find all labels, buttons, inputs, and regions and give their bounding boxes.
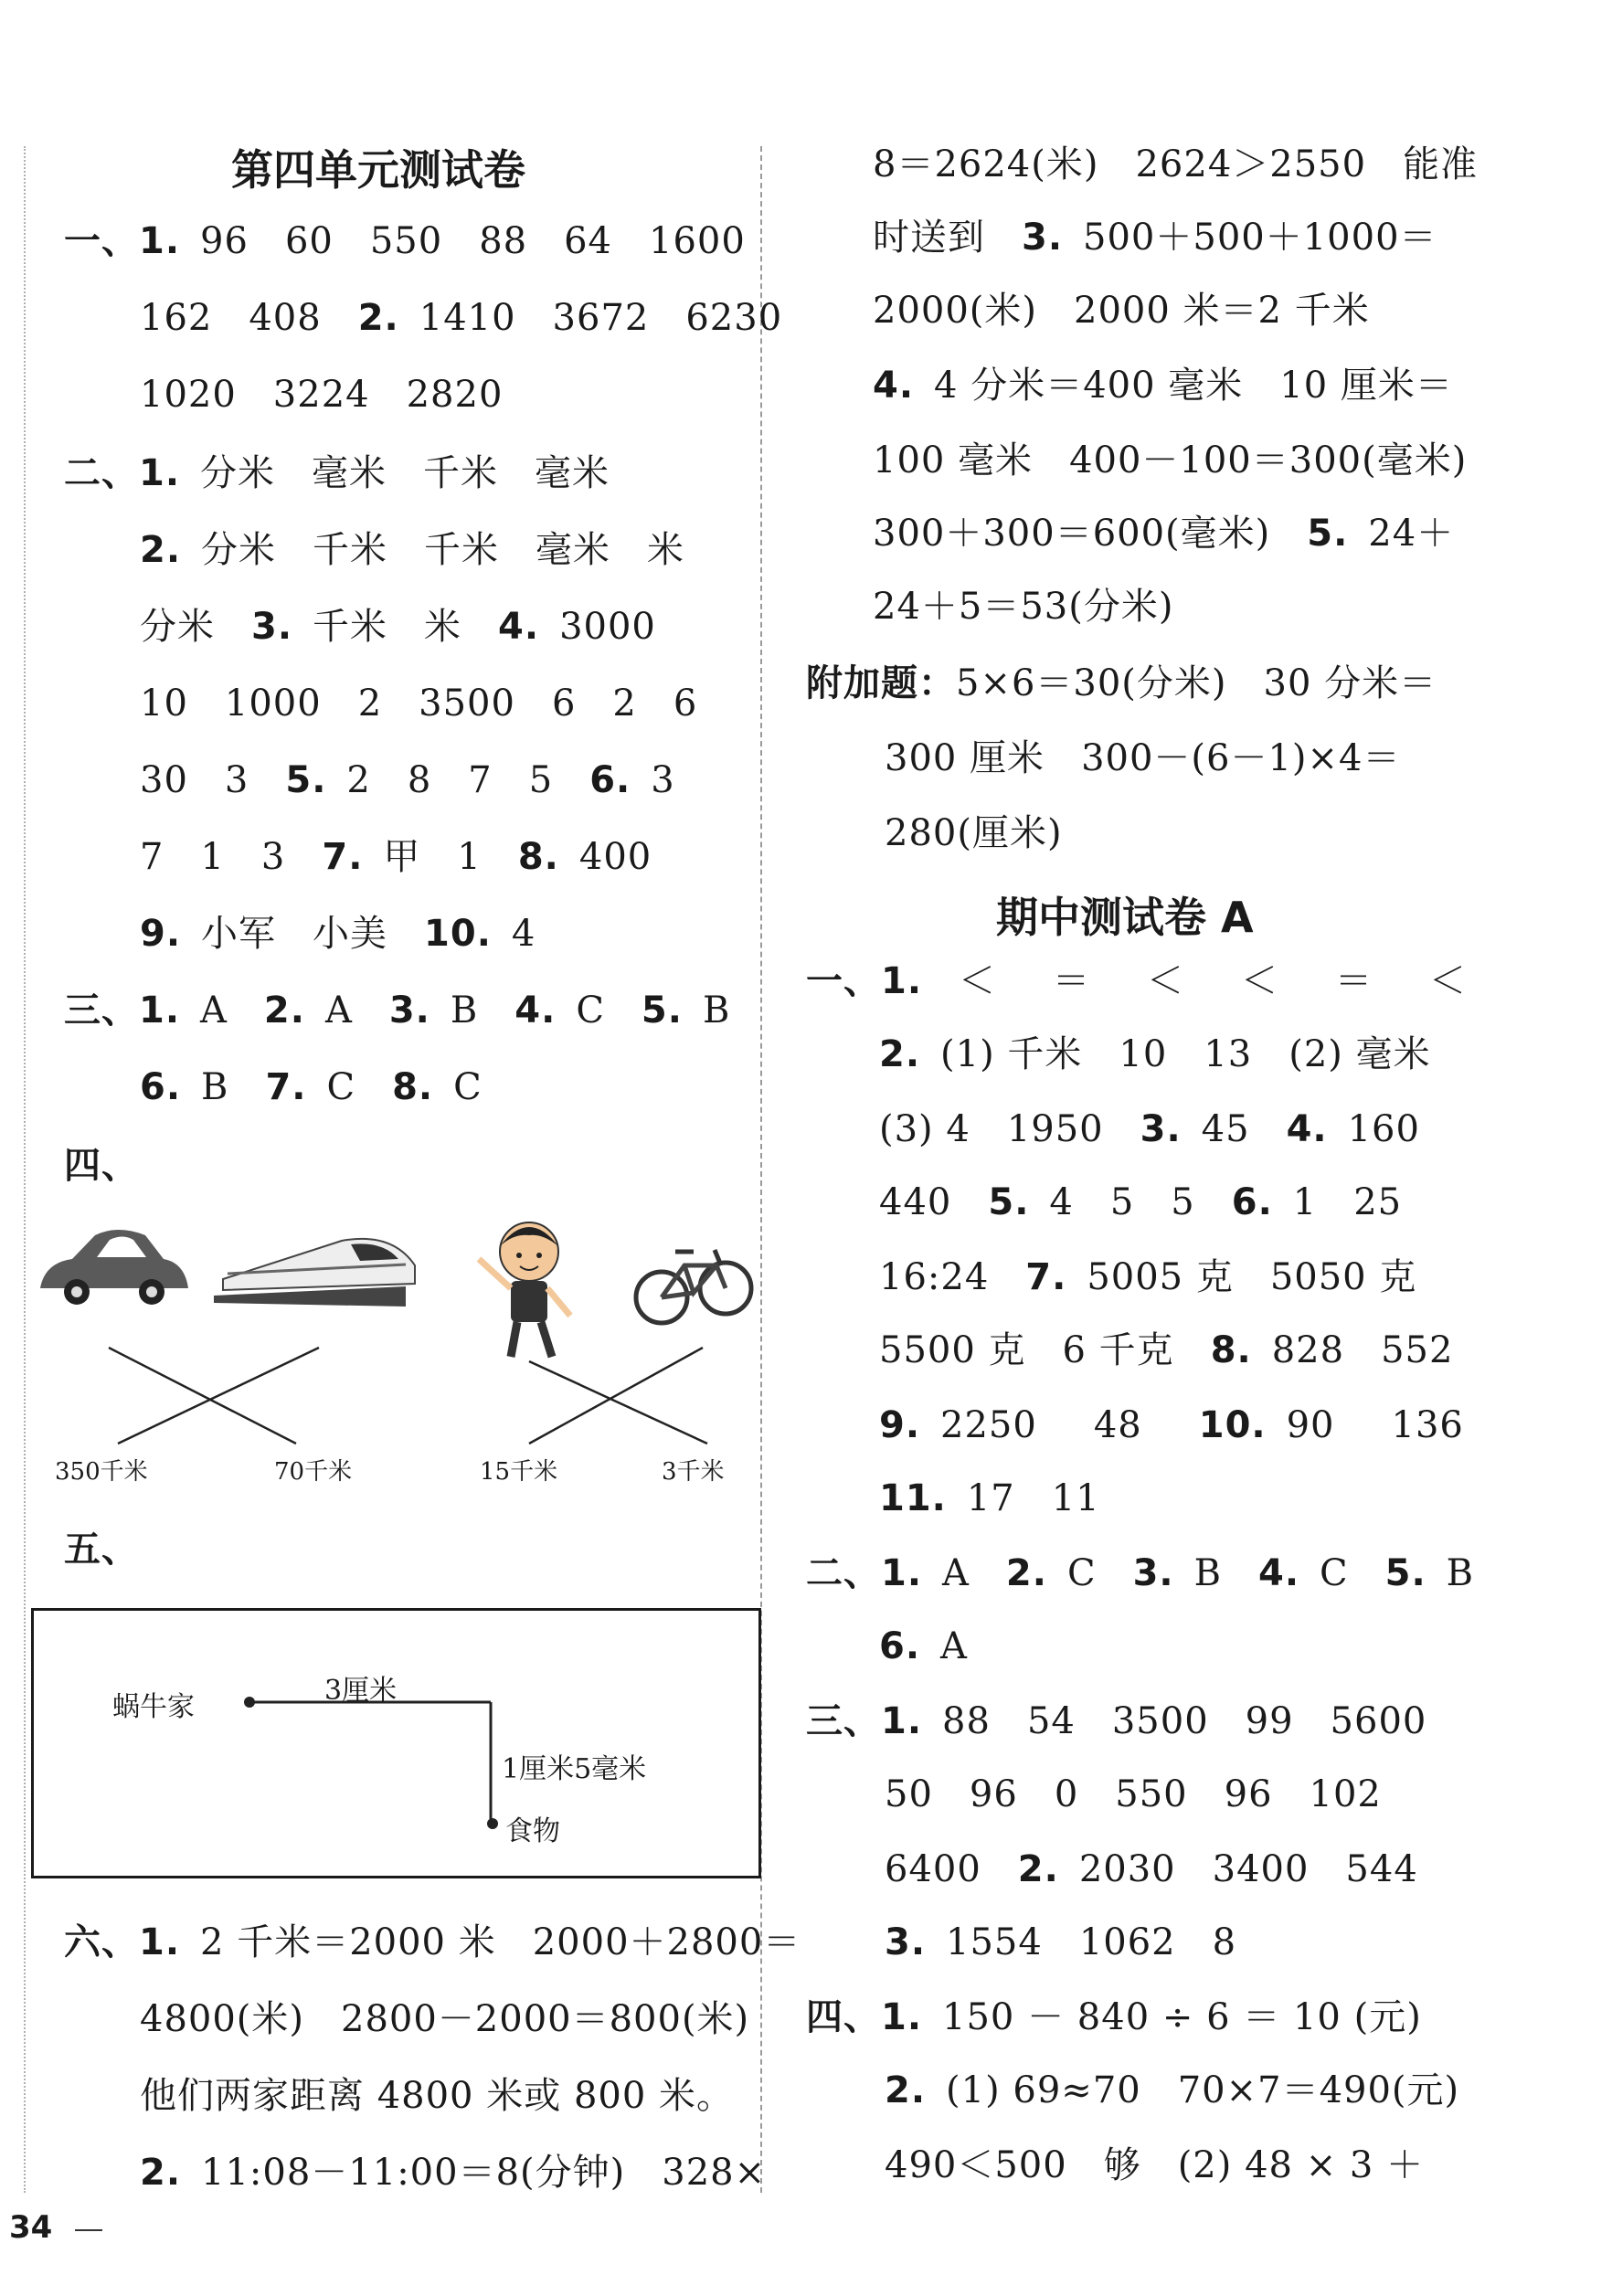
s6-line-1: 六、1. 2 千米＝2000 米 2000＋2800＝	[64, 1921, 801, 1963]
r-line-3: 2000(米) 2000 米＝2 千米	[873, 290, 1370, 332]
car-icon	[40, 1230, 188, 1305]
binding-dotted-line	[24, 146, 26, 2193]
p-line-4: 3. 1554 1062 8	[885, 1921, 1237, 1963]
s3-line-1: 三、1. A 2. A 3. B 4. C 5. B	[64, 989, 731, 1032]
m-line-7: 9. 2250 48 10. 90 136	[879, 1404, 1464, 1446]
s2-line-3: 分米 3. 千米 米 4. 3000	[140, 606, 656, 648]
p-line-3: 6400 2. 2030 3400 544	[885, 1848, 1418, 1890]
page-number-dash	[75, 2229, 102, 2231]
q-line-3: 490＜500 够 (2) 48 × 3 ＋	[885, 2144, 1425, 2186]
m-line-3: (3) 4 1950 3. 45 4. 160	[879, 1108, 1420, 1150]
s2-line-6: 7 1 3 7. 甲 1 8. 400	[140, 836, 652, 878]
segment-3cm-label: 3厘米	[324, 1675, 398, 1707]
r-line-1: 8＝2624(米) 2624＞2550 能准	[873, 143, 1479, 185]
p-line-2: 50 96 0 550 96 102	[885, 1773, 1382, 1815]
r-line-5: 100 毫米 400－100＝300(毫米)	[873, 439, 1468, 481]
m-line-6: 5500 克 6 千克 8. 828 552	[879, 1329, 1454, 1371]
s6-line-2: 4800(米) 2800－2000＝800(米)	[140, 1998, 750, 2040]
r-line-4: 4. 4 分米＝400 毫米 10 厘米＝	[873, 365, 1453, 407]
s3-line-2: 6. B 7. C 8. C	[140, 1066, 483, 1108]
s5-lead: 五、	[64, 1529, 139, 1571]
page-number: 34	[9, 2209, 53, 2246]
s2-line-7: 9. 小军 小美 10. 4	[140, 913, 536, 955]
column-divider	[760, 146, 762, 2193]
s1-line-2: 162 408 2. 1410 3672 6230	[140, 297, 783, 339]
s2-line-4: 10 1000 2 3500 6 2 6	[140, 682, 698, 725]
r-line-7: 24＋5＝53(分米)	[873, 586, 1174, 628]
boy-icon	[479, 1222, 570, 1357]
bicycle-icon	[636, 1250, 751, 1323]
r-line-2: 时送到 3. 500＋500＋1000＝	[873, 217, 1437, 259]
s6-line-3: 他们两家距离 4800 米或 800 米。	[140, 2075, 735, 2117]
m-line-4: 440 5. 4 5 5 6. 1 25	[879, 1181, 1403, 1223]
s6-line-4: 2. 11:08－11:00＝8(分钟) 328×	[140, 2152, 767, 2194]
route-map-box	[31, 1608, 761, 1878]
extra-line-2: 300 厘米 300－(6－1)×4＝	[885, 737, 1401, 779]
matching-lines	[109, 1348, 707, 1444]
segment-1cm5mm-label: 1厘米5毫米	[502, 1753, 647, 1785]
s1-line-3: 1020 3224 2820	[140, 374, 504, 416]
m-line-2: 2. (1) 千米 10 13 (2) 毫米	[879, 1033, 1431, 1075]
label-15km: 15千米	[480, 1458, 558, 1486]
route-lines	[34, 1611, 760, 1878]
midterm-test-a-title: 期中测试卷 A	[996, 893, 1254, 942]
m-line-1: 一、1. ＜ ＝ ＜ ＜ ＝ ＜	[806, 960, 1468, 1002]
m-line-8: 11. 17 11	[879, 1477, 1100, 1519]
s2-line-5: 30 3 5. 2 8 7 5 6. 3	[140, 759, 675, 801]
snail-home-label: 蜗牛家	[112, 1691, 195, 1723]
label-350km: 350千米	[55, 1458, 148, 1486]
s4-lead: 四、	[64, 1145, 139, 1187]
n-line-2: 6. A	[879, 1625, 968, 1667]
matching-figure	[31, 1215, 762, 1489]
r-line-6: 300＋300＝600(毫米) 5. 24＋	[873, 513, 1455, 555]
extra-line-1: 附加题：5×6＝30(分米) 30 分米＝	[806, 662, 1437, 704]
unit4-test-title: 第四单元测试卷	[231, 145, 525, 195]
label-3km: 3千米	[662, 1458, 725, 1486]
s1-line-1: 一、1. 96 60 550 88 64 1600	[64, 220, 746, 262]
n-line-1: 二、1. A 2. C 3. B 4. C 5. B	[806, 1552, 1475, 1594]
extra-line-3: 280(厘米)	[885, 812, 1063, 854]
s2-line-1: 二、1. 分米 毫米 千米 毫米	[64, 452, 610, 494]
food-label: 食物	[505, 1815, 560, 1847]
q-line-1: 四、1. 150 － 840 ÷ 6 ＝ 10 (元)	[806, 1996, 1422, 2038]
s2-line-2: 2. 分米 千米 千米 毫米 米	[140, 529, 685, 571]
label-70km: 70千米	[274, 1458, 353, 1486]
train-icon	[214, 1239, 415, 1307]
p-line-1: 三、1. 88 54 3500 99 5600	[806, 1700, 1427, 1742]
m-line-5: 16:24 7. 5005 克 5050 克	[879, 1256, 1417, 1298]
q-line-2: 2. (1) 69≈70 70×7＝490(元)	[885, 2069, 1460, 2111]
